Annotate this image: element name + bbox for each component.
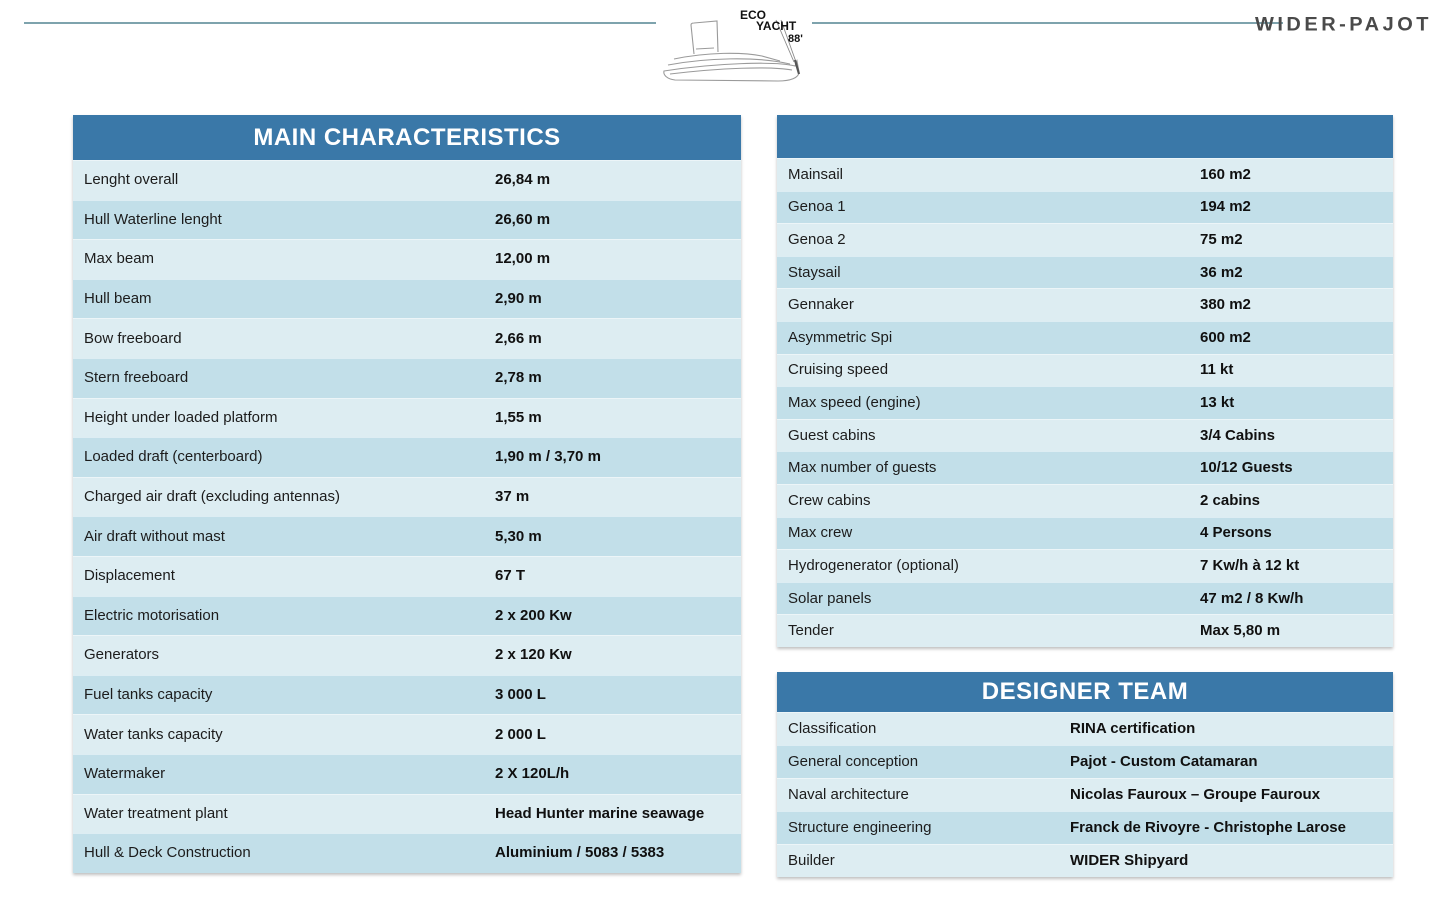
spec-value: 10/12 Guests [1200,459,1293,477]
table-row [777,549,1393,582]
spec-label: Genoa 2 [788,230,846,248]
spec-value: 600 m2 [1200,328,1251,346]
designer-team-rows [777,712,1393,877]
spec-value: 3/4 Cabins [1200,426,1276,444]
table-row [777,582,1393,615]
spec-label: Staysail [788,263,841,281]
spec-value: 194 m2 [1200,198,1251,216]
spec-label: Lenght overall [84,171,179,189]
spec-value: Nicolas Fauroux – Groupe Fauroux [1070,786,1321,803]
table-row [777,811,1393,844]
spec-label: Water tanks capacity [84,725,223,743]
table-row [777,191,1393,224]
spec-value: 1,55 m [495,408,542,426]
spec-label: Guest cabins [788,426,876,444]
sails-table-header [777,115,1393,158]
table-row [73,516,741,556]
spec-label: Air draft without mast [84,527,225,545]
spec-value: 2 x 120 Kw [495,646,572,664]
table-row [777,451,1393,484]
spec-label: Classification [788,720,877,737]
spec-value: RINA certification [1070,720,1196,737]
spec-label: Loaded draft (centerboard) [84,448,263,466]
spec-label: Mainsail [788,165,844,183]
table-row [777,158,1393,191]
spec-value: 75 m2 [1200,230,1243,248]
spec-label: Builder [788,852,835,869]
spec-value: 380 m2 [1200,296,1251,314]
spec-label: Hull beam [84,290,152,308]
spec-value: 13 kt [1200,393,1235,411]
spec-value: 2,66 m [495,329,542,347]
spec-value: 36 m2 [1200,263,1243,281]
spec-label: Gennaker [788,296,854,314]
table-row [73,160,741,200]
main-characteristics-rows [73,160,741,873]
spec-value: 1,90 m / 3,70 m [495,448,601,466]
table-row [777,354,1393,387]
logo-text-size: 88' [788,33,803,45]
spec-label: Solar panels [788,589,872,607]
spec-label: Charged air draft (excluding antennas) [84,488,340,506]
spec-value: 4 Persons [1200,524,1272,542]
spec-label: Height under loaded platform [84,408,278,426]
table-row [73,675,741,715]
wider-pajot-wordmark: WIDER-PAJOT [1254,14,1432,36]
spec-label: Crew cabins [788,491,871,509]
spec-value: 3 000 L [495,686,546,704]
spec-label: Water treatment plant [84,804,228,822]
table-row [73,200,741,240]
spec-label: Generators [84,646,160,664]
spec-label: Cruising speed [788,361,889,379]
spec-value: Franck de Rivoyre - Christophe Larose [1070,819,1346,836]
table-row [777,517,1393,550]
table-row [73,239,741,279]
spec-label: Max beam [84,250,155,268]
spec-label: Displacement [84,567,175,585]
table-row [777,386,1393,419]
table-row [73,714,741,754]
main-characteristics-table [73,115,741,873]
spec-value: 47 m2 / 8 Kw/h [1200,589,1304,607]
spec-value: Aluminium / 5083 / 5383 [495,844,665,862]
logo-text-eco: ECO [740,8,767,22]
table-row [73,556,741,596]
table-row [777,614,1393,647]
spec-label: Max speed (engine) [788,393,921,411]
eco-yacht-logo [660,8,810,86]
spec-value: 26,60 m [495,210,551,228]
spec-label: Watermaker [84,765,166,783]
spec-value: 2 x 200 Kw [495,606,572,624]
spec-value: 11 kt [1200,361,1234,379]
table-row [73,596,741,636]
table-row [777,778,1393,811]
spec-label: Fuel tanks capacity [84,686,213,704]
spec-label: General conception [788,753,919,770]
table-row [777,419,1393,452]
spec-value: 160 m2 [1200,165,1251,183]
spec-value: 37 m [495,488,530,506]
spec-value: 2 cabins [1200,491,1261,509]
table-row [73,318,741,358]
table-row [777,484,1393,517]
spec-label: Structure engineering [788,819,932,836]
table-row [777,712,1393,745]
spec-value: 26,84 m [495,171,551,189]
spec-label: Tender [788,622,834,640]
spec-label: Naval architecture [788,786,909,803]
designer-team-table [777,672,1393,877]
spec-label: Stern freeboard [84,369,189,387]
catamaran-line-drawing-icon [660,8,810,86]
spec-label: Hull & Deck Construction [84,844,251,862]
table-row [777,223,1393,256]
table-row [73,398,741,438]
table-row [777,844,1393,877]
spec-label: Hull Waterline lenght [84,210,222,228]
spec-value: 2,90 m [495,290,542,308]
spec-value: WIDER Shipyard [1070,852,1189,869]
spec-label: Electric motorisation [84,606,220,624]
table-row [73,279,741,319]
spec-label: Max number of guests [788,459,937,477]
table-row [777,745,1393,778]
spec-value: 67 T [495,567,526,585]
spec-value: Pajot - Custom Catamaran [1070,753,1258,770]
spec-value: 12,00 m [495,250,551,268]
header-rule-right [812,22,1283,24]
spec-value: 2 000 L [495,725,546,743]
spec-value: Max 5,80 m [1200,622,1281,640]
spec-label: Hydrogenerator (optional) [788,556,959,574]
sails-performance-table [777,115,1393,647]
spec-value: 2 X 120L/h [495,765,570,783]
spec-value: Head Hunter marine seawage [495,804,705,822]
spec-label: Bow freeboard [84,329,182,347]
spec-label: Asymmetric Spi [788,328,893,346]
sails-performance-rows [777,158,1393,647]
table-row [73,754,741,794]
table-row [777,288,1393,321]
table-row [777,256,1393,289]
table-row [73,477,741,517]
logo-text-yacht: YACHT [756,19,797,33]
spec-label: Genoa 1 [788,198,846,216]
spec-value: 7 Kw/h à 12 kt [1200,556,1300,574]
spec-value: 2,78 m [495,369,542,387]
spec-label: Max crew [788,524,853,542]
table-row [777,321,1393,354]
main-characteristics-header: MAIN CHARACTERISTICS [73,115,741,160]
header-rule-left [24,22,656,24]
table-row [73,794,741,834]
table-row [73,358,741,398]
designer-team-header: DESIGNER TEAM [777,672,1393,712]
spec-value: 5,30 m [495,527,542,545]
table-row [73,437,741,477]
table-row [73,635,741,675]
table-row [73,833,741,873]
